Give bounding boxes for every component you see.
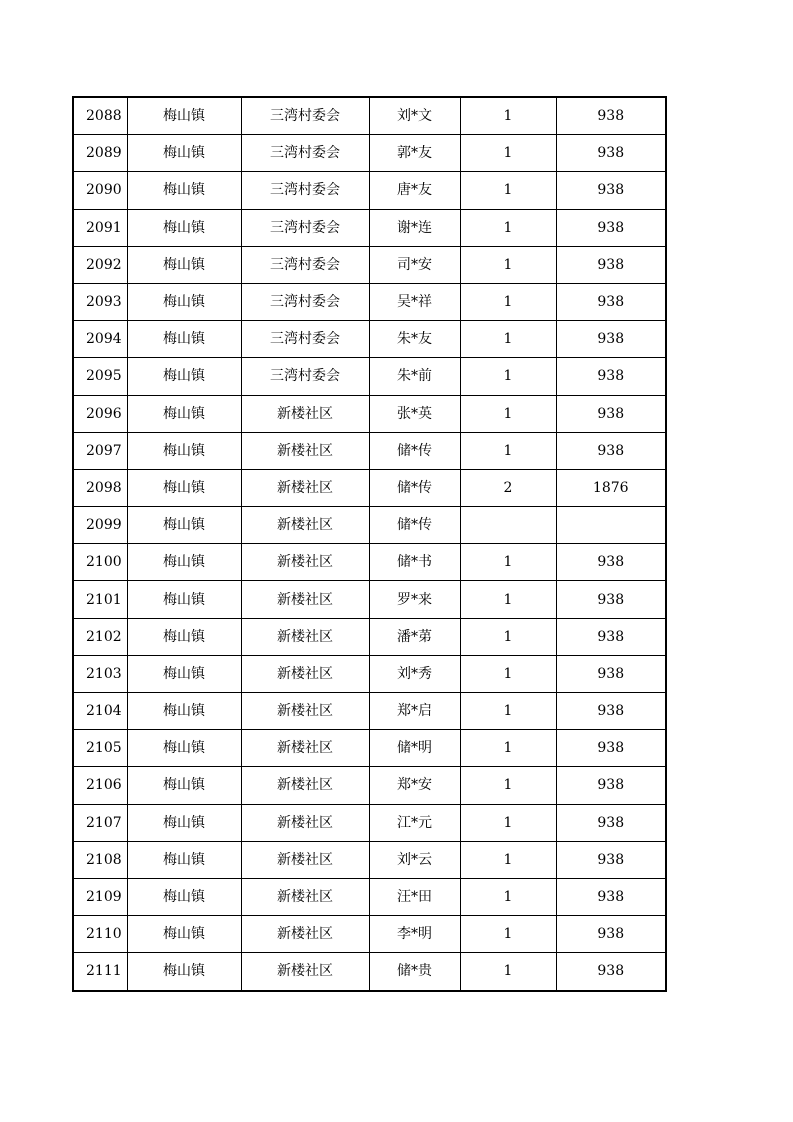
- cell-amount: 938: [556, 172, 666, 209]
- cell-count: 1: [460, 618, 556, 655]
- table-row: [73, 804, 666, 841]
- cell-name: 朱*友: [369, 321, 460, 358]
- cell-count: 1: [460, 767, 556, 804]
- cell-amount: 938: [556, 97, 666, 135]
- cell-seq: 2088: [73, 97, 127, 135]
- cell-seq: 2107: [73, 804, 127, 841]
- cell-village: 新楼社区: [241, 581, 369, 618]
- cell-village: 新楼社区: [241, 916, 369, 953]
- cell-name: 储*传: [369, 432, 460, 469]
- cell-amount: 938: [556, 841, 666, 878]
- cell-town: 梅山镇: [127, 246, 241, 283]
- cell-amount: 938: [556, 209, 666, 246]
- table-row: [73, 172, 666, 209]
- cell-village: 新楼社区: [241, 469, 369, 506]
- table-row: [73, 135, 666, 172]
- cell-count: 1: [460, 283, 556, 320]
- table-row: [73, 209, 666, 246]
- table-row: [73, 730, 666, 767]
- cell-name: 谢*连: [369, 209, 460, 246]
- table-row: [73, 507, 666, 544]
- cell-name: 郭*友: [369, 135, 460, 172]
- cell-town: 梅山镇: [127, 395, 241, 432]
- cell-name: 汪*田: [369, 878, 460, 915]
- cell-count: 1: [460, 432, 556, 469]
- cell-seq: 2111: [73, 953, 127, 991]
- table-row: [73, 544, 666, 581]
- table-row: [73, 878, 666, 915]
- cell-seq: 2104: [73, 693, 127, 730]
- cell-town: 梅山镇: [127, 544, 241, 581]
- cell-count: 1: [460, 135, 556, 172]
- cell-count: 1: [460, 693, 556, 730]
- cell-town: 梅山镇: [127, 618, 241, 655]
- cell-amount: 938: [556, 767, 666, 804]
- cell-name: 郑*启: [369, 693, 460, 730]
- cell-name: 江*元: [369, 804, 460, 841]
- cell-village: 新楼社区: [241, 693, 369, 730]
- table-body: [73, 97, 666, 991]
- cell-town: 梅山镇: [127, 916, 241, 953]
- cell-seq: 2097: [73, 432, 127, 469]
- cell-town: 梅山镇: [127, 321, 241, 358]
- cell-town: 梅山镇: [127, 581, 241, 618]
- cell-amount: 938: [556, 321, 666, 358]
- table-row: [73, 618, 666, 655]
- cell-village: 新楼社区: [241, 953, 369, 991]
- cell-name: 刘*文: [369, 97, 460, 135]
- cell-seq: 2098: [73, 469, 127, 506]
- cell-amount: 938: [556, 395, 666, 432]
- data-table: [72, 96, 667, 992]
- table-row: [73, 655, 666, 692]
- cell-seq: 2089: [73, 135, 127, 172]
- cell-seq: 2099: [73, 507, 127, 544]
- table-row: [73, 581, 666, 618]
- cell-amount: 938: [556, 432, 666, 469]
- cell-village: 新楼社区: [241, 507, 369, 544]
- cell-name: 唐*友: [369, 172, 460, 209]
- cell-name: 吴*祥: [369, 283, 460, 320]
- cell-town: 梅山镇: [127, 953, 241, 991]
- cell-name: 朱*前: [369, 358, 460, 395]
- cell-town: 梅山镇: [127, 283, 241, 320]
- cell-seq: 2110: [73, 916, 127, 953]
- cell-amount: 938: [556, 358, 666, 395]
- cell-amount: 938: [556, 916, 666, 953]
- cell-town: 梅山镇: [127, 209, 241, 246]
- cell-name: 张*英: [369, 395, 460, 432]
- cell-name: 储*传: [369, 469, 460, 506]
- cell-count: 1: [460, 878, 556, 915]
- cell-count: 1: [460, 209, 556, 246]
- cell-village: 三湾村委会: [241, 97, 369, 135]
- cell-seq: 2106: [73, 767, 127, 804]
- cell-village: 三湾村委会: [241, 135, 369, 172]
- cell-name: 李*明: [369, 916, 460, 953]
- table-row: [73, 841, 666, 878]
- cell-town: 梅山镇: [127, 358, 241, 395]
- cell-village: 三湾村委会: [241, 358, 369, 395]
- cell-town: 梅山镇: [127, 767, 241, 804]
- cell-count: 1: [460, 172, 556, 209]
- cell-count: 1: [460, 953, 556, 991]
- cell-count: 1: [460, 655, 556, 692]
- table-row: [73, 916, 666, 953]
- cell-village: 三湾村委会: [241, 246, 369, 283]
- cell-count: 1: [460, 321, 556, 358]
- cell-amount: 938: [556, 283, 666, 320]
- cell-seq: 2100: [73, 544, 127, 581]
- table-row: [73, 283, 666, 320]
- cell-village: 新楼社区: [241, 655, 369, 692]
- table-row: [73, 767, 666, 804]
- table-row: [73, 693, 666, 730]
- table-row: [73, 321, 666, 358]
- table-row: [73, 97, 666, 135]
- cell-town: 梅山镇: [127, 655, 241, 692]
- cell-count: 1: [460, 97, 556, 135]
- table-row: [73, 246, 666, 283]
- cell-amount: 938: [556, 581, 666, 618]
- cell-village: 新楼社区: [241, 432, 369, 469]
- cell-amount: 938: [556, 730, 666, 767]
- cell-amount: 938: [556, 655, 666, 692]
- cell-seq: 2102: [73, 618, 127, 655]
- cell-name: 潘*苐: [369, 618, 460, 655]
- cell-count: 1: [460, 841, 556, 878]
- cell-count: [460, 507, 556, 544]
- cell-town: 梅山镇: [127, 730, 241, 767]
- cell-village: 新楼社区: [241, 618, 369, 655]
- cell-name: 罗*来: [369, 581, 460, 618]
- table-row: [73, 395, 666, 432]
- cell-amount: 938: [556, 618, 666, 655]
- cell-seq: 2105: [73, 730, 127, 767]
- cell-village: 三湾村委会: [241, 321, 369, 358]
- cell-town: 梅山镇: [127, 878, 241, 915]
- cell-seq: 2096: [73, 395, 127, 432]
- cell-seq: 2095: [73, 358, 127, 395]
- cell-village: 新楼社区: [241, 804, 369, 841]
- cell-count: 1: [460, 544, 556, 581]
- cell-town: 梅山镇: [127, 841, 241, 878]
- cell-name: 储*明: [369, 730, 460, 767]
- cell-seq: 2101: [73, 581, 127, 618]
- cell-town: 梅山镇: [127, 135, 241, 172]
- cell-amount: 1876: [556, 469, 666, 506]
- cell-count: 1: [460, 916, 556, 953]
- cell-name: 刘*秀: [369, 655, 460, 692]
- cell-town: 梅山镇: [127, 693, 241, 730]
- cell-name: 储*传: [369, 507, 460, 544]
- cell-amount: 938: [556, 135, 666, 172]
- cell-seq: 2103: [73, 655, 127, 692]
- cell-seq: 2090: [73, 172, 127, 209]
- cell-amount: 938: [556, 693, 666, 730]
- cell-amount: 938: [556, 246, 666, 283]
- cell-count: 1: [460, 581, 556, 618]
- cell-town: 梅山镇: [127, 804, 241, 841]
- cell-count: 1: [460, 246, 556, 283]
- cell-count: 1: [460, 804, 556, 841]
- table-row: [73, 358, 666, 395]
- cell-name: 郑*安: [369, 767, 460, 804]
- cell-name: 储*书: [369, 544, 460, 581]
- cell-amount: 938: [556, 804, 666, 841]
- table-row: [73, 469, 666, 506]
- table-row: [73, 953, 666, 991]
- cell-count: 2: [460, 469, 556, 506]
- cell-amount: 938: [556, 544, 666, 581]
- cell-amount: 938: [556, 953, 666, 991]
- cell-town: 梅山镇: [127, 469, 241, 506]
- cell-name: 储*贵: [369, 953, 460, 991]
- cell-village: 新楼社区: [241, 395, 369, 432]
- cell-seq: 2092: [73, 246, 127, 283]
- cell-town: 梅山镇: [127, 97, 241, 135]
- cell-seq: 2109: [73, 878, 127, 915]
- cell-amount: [556, 507, 666, 544]
- cell-count: 1: [460, 395, 556, 432]
- cell-village: 新楼社区: [241, 878, 369, 915]
- cell-amount: 938: [556, 878, 666, 915]
- cell-town: 梅山镇: [127, 507, 241, 544]
- cell-seq: 2091: [73, 209, 127, 246]
- cell-seq: 2108: [73, 841, 127, 878]
- cell-name: 刘*云: [369, 841, 460, 878]
- cell-seq: 2094: [73, 321, 127, 358]
- cell-village: 新楼社区: [241, 730, 369, 767]
- table-row: [73, 432, 666, 469]
- cell-village: 新楼社区: [241, 767, 369, 804]
- cell-village: 新楼社区: [241, 841, 369, 878]
- cell-town: 梅山镇: [127, 172, 241, 209]
- cell-name: 司*安: [369, 246, 460, 283]
- cell-village: 新楼社区: [241, 544, 369, 581]
- cell-count: 1: [460, 730, 556, 767]
- cell-count: 1: [460, 358, 556, 395]
- cell-village: 三湾村委会: [241, 283, 369, 320]
- cell-seq: 2093: [73, 283, 127, 320]
- cell-village: 三湾村委会: [241, 172, 369, 209]
- cell-village: 三湾村委会: [241, 209, 369, 246]
- cell-town: 梅山镇: [127, 432, 241, 469]
